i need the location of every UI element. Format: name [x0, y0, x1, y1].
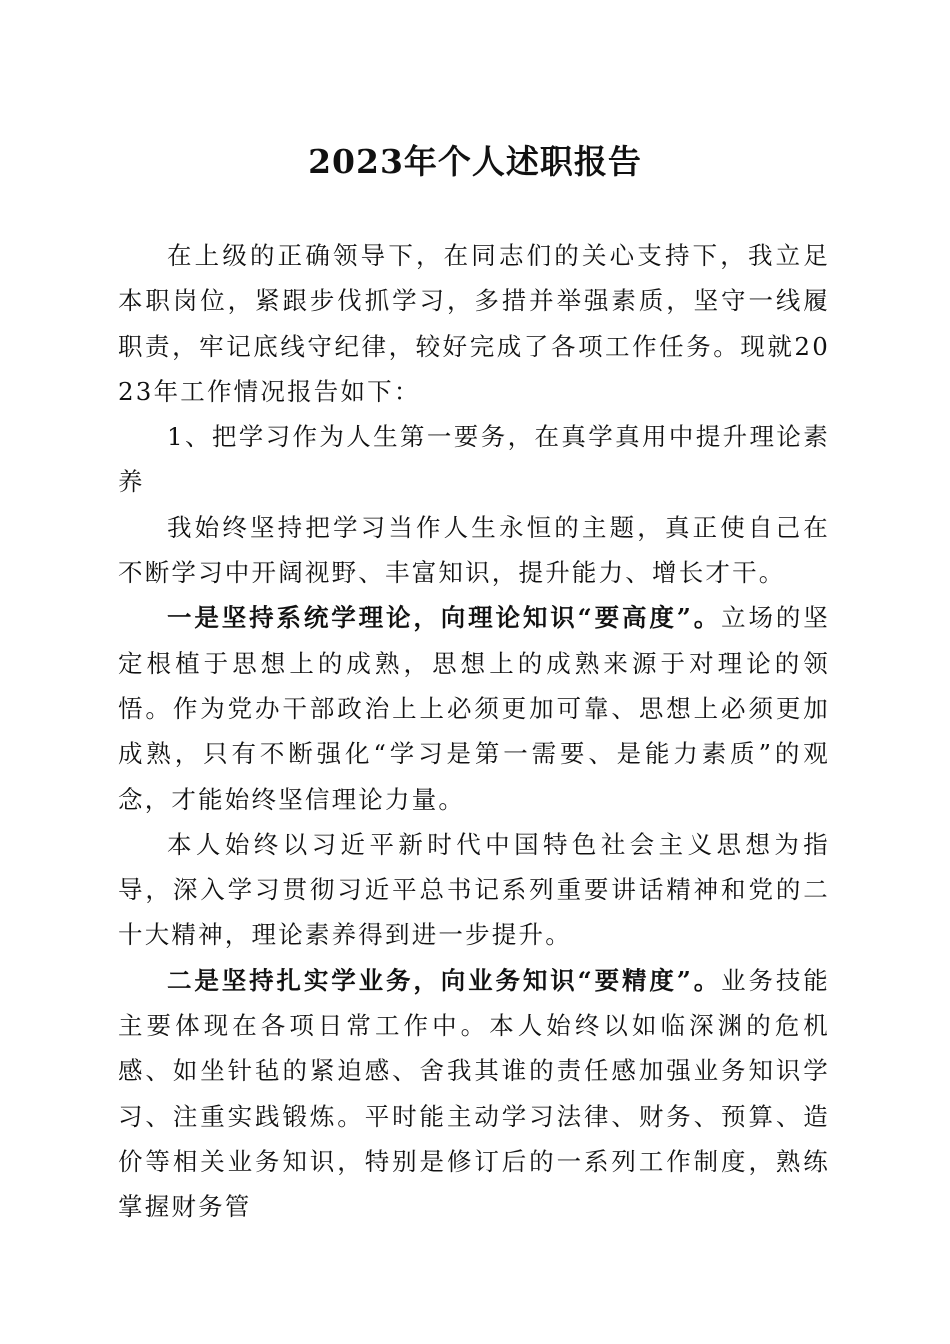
paragraph-text: 立场的坚定根植于思想上的成熟，思想上的成熟来源于对理论的领悟。作为党办干部政治上上必须更加可靠、思想上必须更加成熟，只有不断强化“学习是第一需要、是能力素质”的观念，才能始终坚信理论力量。	[118, 603, 830, 814]
paragraph-lead: 一是坚持系统学理论，向理论知识“要高度”。	[167, 603, 722, 633]
paragraph-text: 我始终坚持把学习当作人生永恒的主题，真正使自己在不断学习中开阔视野、丰富知识，提升能力、增长才干。	[118, 512, 830, 588]
paragraph-text: 业务技能主要体现在各项日常工作中。本人始终以如临深渊的危机感、如坐针毡的紧迫感、舍我其谁的责任感加强业务知识学习、注重实践锻炼。平时能主动学习法律、财务、预算、造价等相关业务知识，特别是修订后的一系列工作制度，熟练掌握财务管	[118, 965, 830, 1222]
paragraph-guidance	[118, 822, 830, 958]
paragraph-text: 在上级的正确领导下，在同志们的关心支持下，我立足本职岗位，紧跟步伐抓学习，多措并举强素质，坚守一线履职责，牢记底线守纪律，较好完成了各项工作任务。现就2023年工作情况报告如下：	[118, 241, 830, 406]
paragraph-text: 1、把学习作为人生第一要务，在真学真用中提升理论素养	[118, 422, 830, 497]
paragraph-study	[118, 505, 830, 596]
section-heading-1	[118, 414, 830, 505]
document-title: 2023年个人述职报告	[308, 142, 642, 181]
paragraph-business	[118, 958, 830, 1230]
paragraph-intro	[118, 233, 830, 414]
paragraph-theory	[118, 595, 830, 821]
paragraph-text: 本人始终以习近平新时代中国特色社会主义思想为指导，深入学习贯彻习近平总书记系列重要讲话精神和党的二十大精神，理论素养得到进一步提升。	[118, 829, 830, 950]
paragraph-lead: 二是坚持扎实学业务，向业务知识“要精度”。	[167, 965, 722, 995]
document-body	[118, 233, 830, 1230]
